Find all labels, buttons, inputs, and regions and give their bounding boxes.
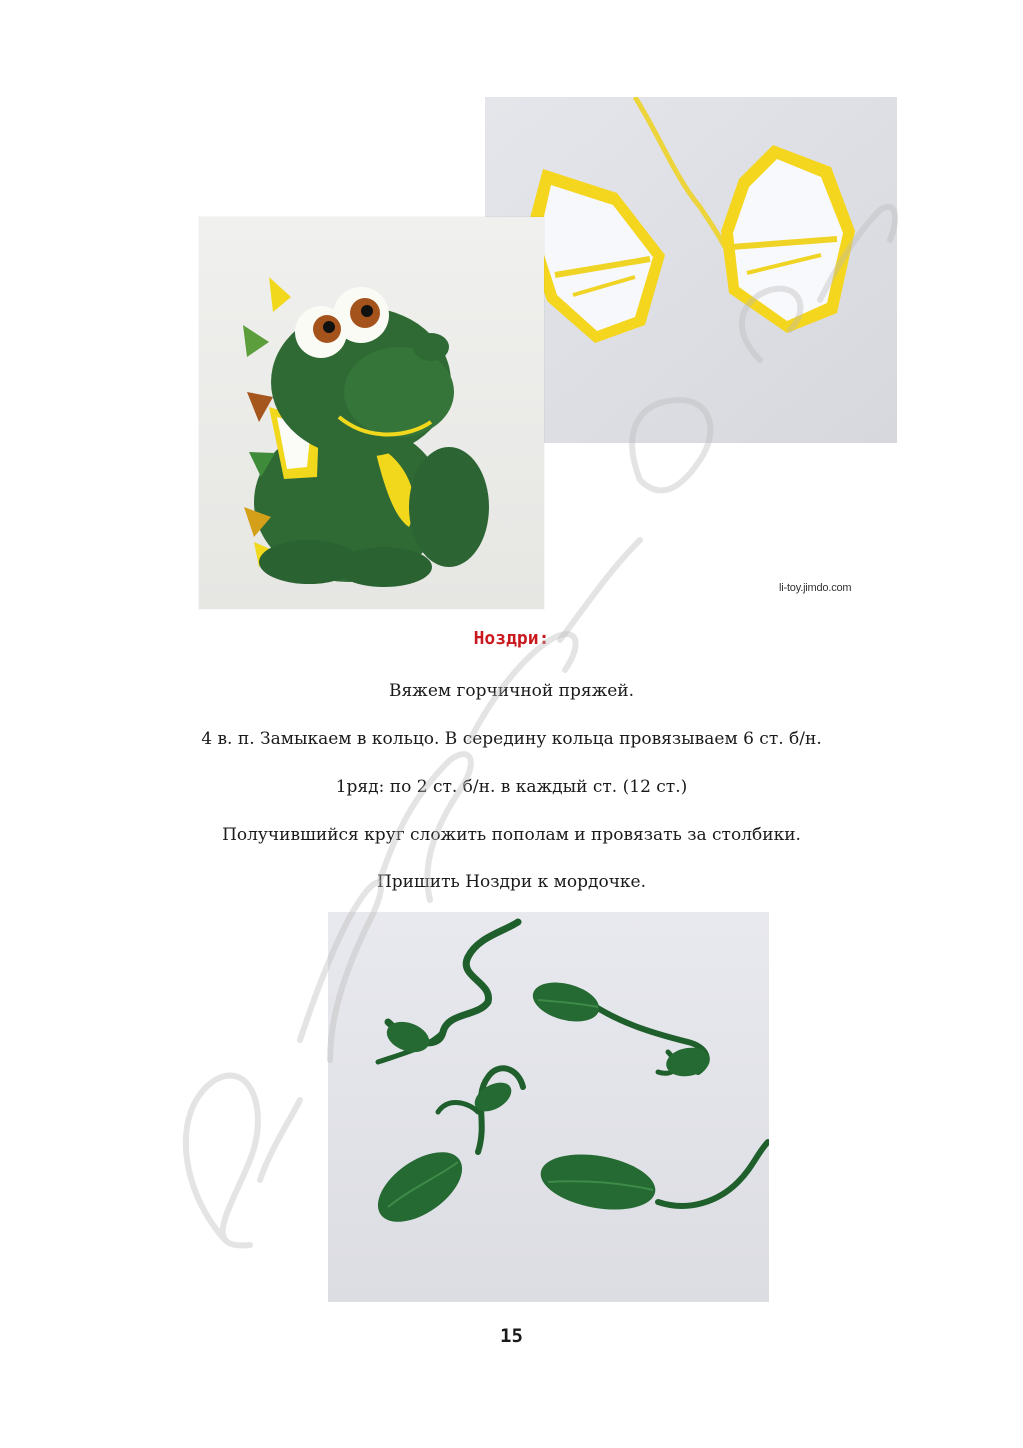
leaves-photo [328,912,769,1302]
dragon-photo [199,217,544,609]
instruction-line: Получившийся круг сложить пополам и провязать за столбики. [222,825,801,845]
wings-photo [485,97,897,443]
instruction-line: 1ряд: по 2 ст. б/н. в каждый ст. (12 ст.) [335,777,688,797]
section-title: Ноздри: [473,628,550,649]
instruction-line: Пришить Ноздри к мордочке. [376,872,647,892]
photo-credit: li-toy.jimdo.com [779,582,852,594]
instruction-line: Вяжем горчичной пряжей. [388,681,635,701]
page-number: 15 [500,1325,523,1347]
instruction-line: 4 в. п. Замыкаем в кольцо. В середину кольца провязываем 6 ст. б/н. [201,729,822,749]
